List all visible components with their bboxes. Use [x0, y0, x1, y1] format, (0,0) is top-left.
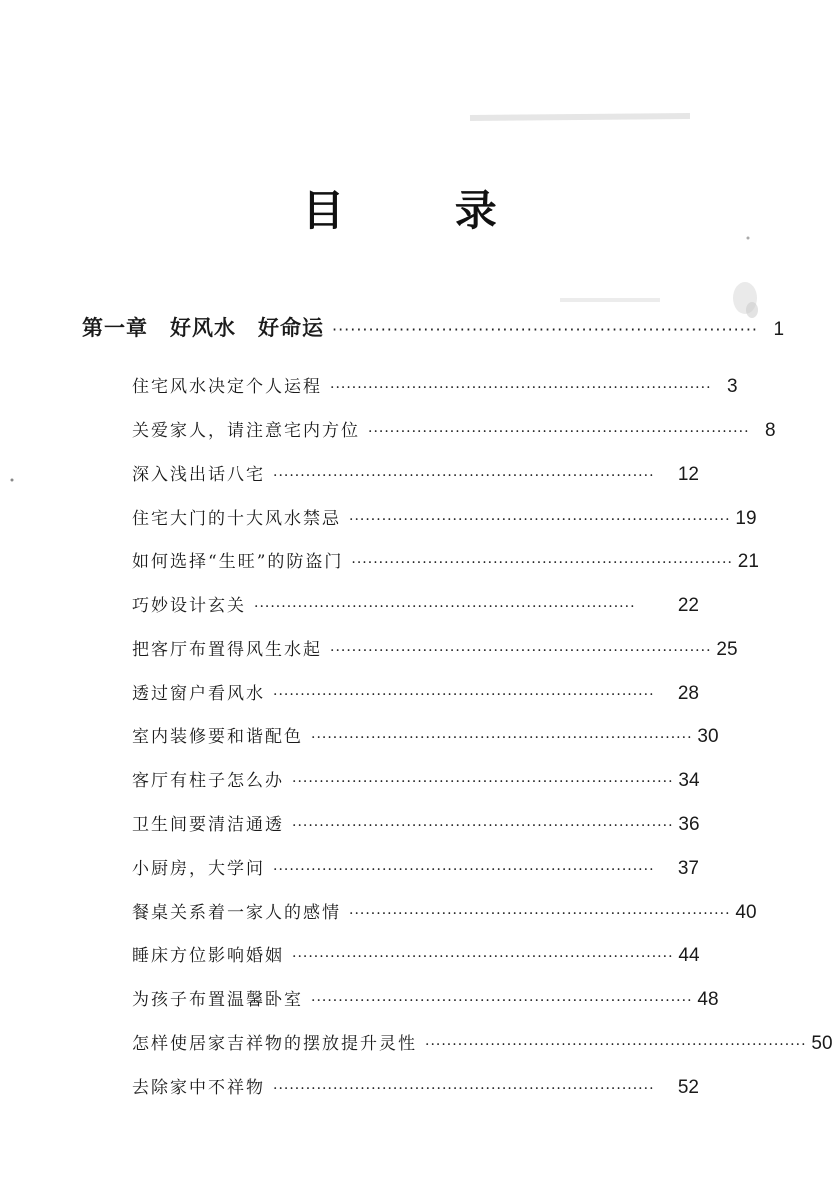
page-number: 36: [678, 814, 700, 835]
toc-entry-row[interactable]: [132, 504, 757, 530]
toc-entry-row[interactable]: [132, 679, 699, 705]
dot-leader: ······································································: [330, 380, 712, 396]
toc-entry-row[interactable]: [132, 985, 719, 1011]
page-number: 1: [773, 319, 785, 340]
entry-title: 把客厅布置得风生水起: [132, 640, 322, 660]
entry-title: 住宅大门的十大风水禁忌: [132, 509, 341, 529]
page-number: 30: [697, 726, 719, 747]
dot-leader: ······································································: [273, 862, 655, 878]
dot-leader: ······································································: [254, 599, 636, 615]
page-number: 48: [697, 989, 719, 1010]
toc-entry-row[interactable]: [132, 810, 699, 836]
page-number: 3: [726, 376, 738, 397]
entry-title: 关爱家人，请注意宅内方位: [132, 421, 360, 441]
toc-entry-row[interactable]: [132, 898, 757, 924]
entry-title: 为孩子布置温馨卧室: [132, 990, 303, 1010]
page-number: 19: [735, 508, 757, 529]
page-number: 8: [764, 420, 776, 441]
entry-title: 室内装修要和谐配色: [132, 727, 303, 747]
page-number: 40: [735, 902, 757, 923]
page-number: 25: [716, 639, 738, 660]
dot-leader: ······································································: [332, 320, 759, 339]
dot-leader: ······································································: [330, 643, 712, 659]
toc-entry-row[interactable]: [132, 635, 738, 661]
dot-leader: ······································································: [273, 687, 655, 703]
page-number: 12: [677, 464, 699, 485]
toc-entry-row[interactable]: [132, 766, 699, 792]
entry-title: 如何选择“生旺”的防盗门: [132, 552, 344, 572]
entry-title: 透过窗户看风水: [132, 684, 265, 704]
dot-leader: ······································································: [311, 730, 693, 746]
dot-leader: ······································································: [292, 774, 674, 790]
toc-entry-row[interactable]: [132, 1073, 699, 1099]
dot-leader: ······································································: [273, 1081, 655, 1097]
toc-entry-row[interactable]: [132, 460, 699, 486]
page-number: 44: [678, 945, 700, 966]
entry-title: 巧妙设计玄关: [132, 596, 246, 616]
page-number: 28: [677, 683, 699, 704]
dot-leader: ······································································: [311, 993, 693, 1009]
page-number: 21: [737, 551, 759, 572]
page-number: 37: [677, 858, 699, 879]
toc-entry-row[interactable]: [132, 941, 699, 967]
dot-leader: ······································································: [351, 555, 733, 571]
dot-leader: ······································································: [292, 818, 674, 834]
page-number: 22: [677, 595, 699, 616]
dot-leader: ······································································: [273, 468, 655, 484]
dot-leader: ······································································: [368, 424, 750, 440]
toc-entry-row[interactable]: [132, 1029, 833, 1055]
page-number: 34: [678, 770, 700, 791]
toc-entry-row[interactable]: [132, 416, 776, 442]
toc-entry-row[interactable]: [132, 854, 699, 880]
toc-entry-row[interactable]: [132, 547, 759, 573]
entry-title: 睡床方位影响婚姻: [132, 946, 284, 966]
entry-title: 餐桌关系着一家人的感情: [132, 903, 341, 923]
entry-title: 怎样使居家吉祥物的摆放提升灵性: [132, 1034, 417, 1054]
entry-title: 去除家中不祥物: [132, 1078, 265, 1098]
entry-title: 客厅有柱子怎么办: [132, 771, 284, 791]
toc-chapter-row[interactable]: [82, 312, 785, 342]
entry-title: 卫生间要清洁通透: [132, 815, 284, 835]
toc-entry-row[interactable]: [132, 372, 738, 398]
chapter-title: 第一章 好风水 好命运: [82, 316, 324, 340]
page-number: 52: [677, 1077, 699, 1098]
dot-leader: ······································································: [349, 512, 731, 528]
dot-leader: ······································································: [425, 1037, 807, 1053]
page-title: 目 录: [302, 186, 545, 235]
entry-title: 小厨房，大学问: [132, 859, 265, 879]
entry-title: 住宅风水决定个人运程: [132, 377, 322, 397]
toc-entry-row[interactable]: [132, 591, 699, 617]
dot-leader: ······································································: [292, 949, 674, 965]
dot-leader: ······································································: [349, 906, 731, 922]
page-number: 50: [811, 1033, 833, 1054]
entry-title: 深入浅出话八宅: [132, 465, 265, 485]
toc-entry-row[interactable]: [132, 722, 719, 748]
